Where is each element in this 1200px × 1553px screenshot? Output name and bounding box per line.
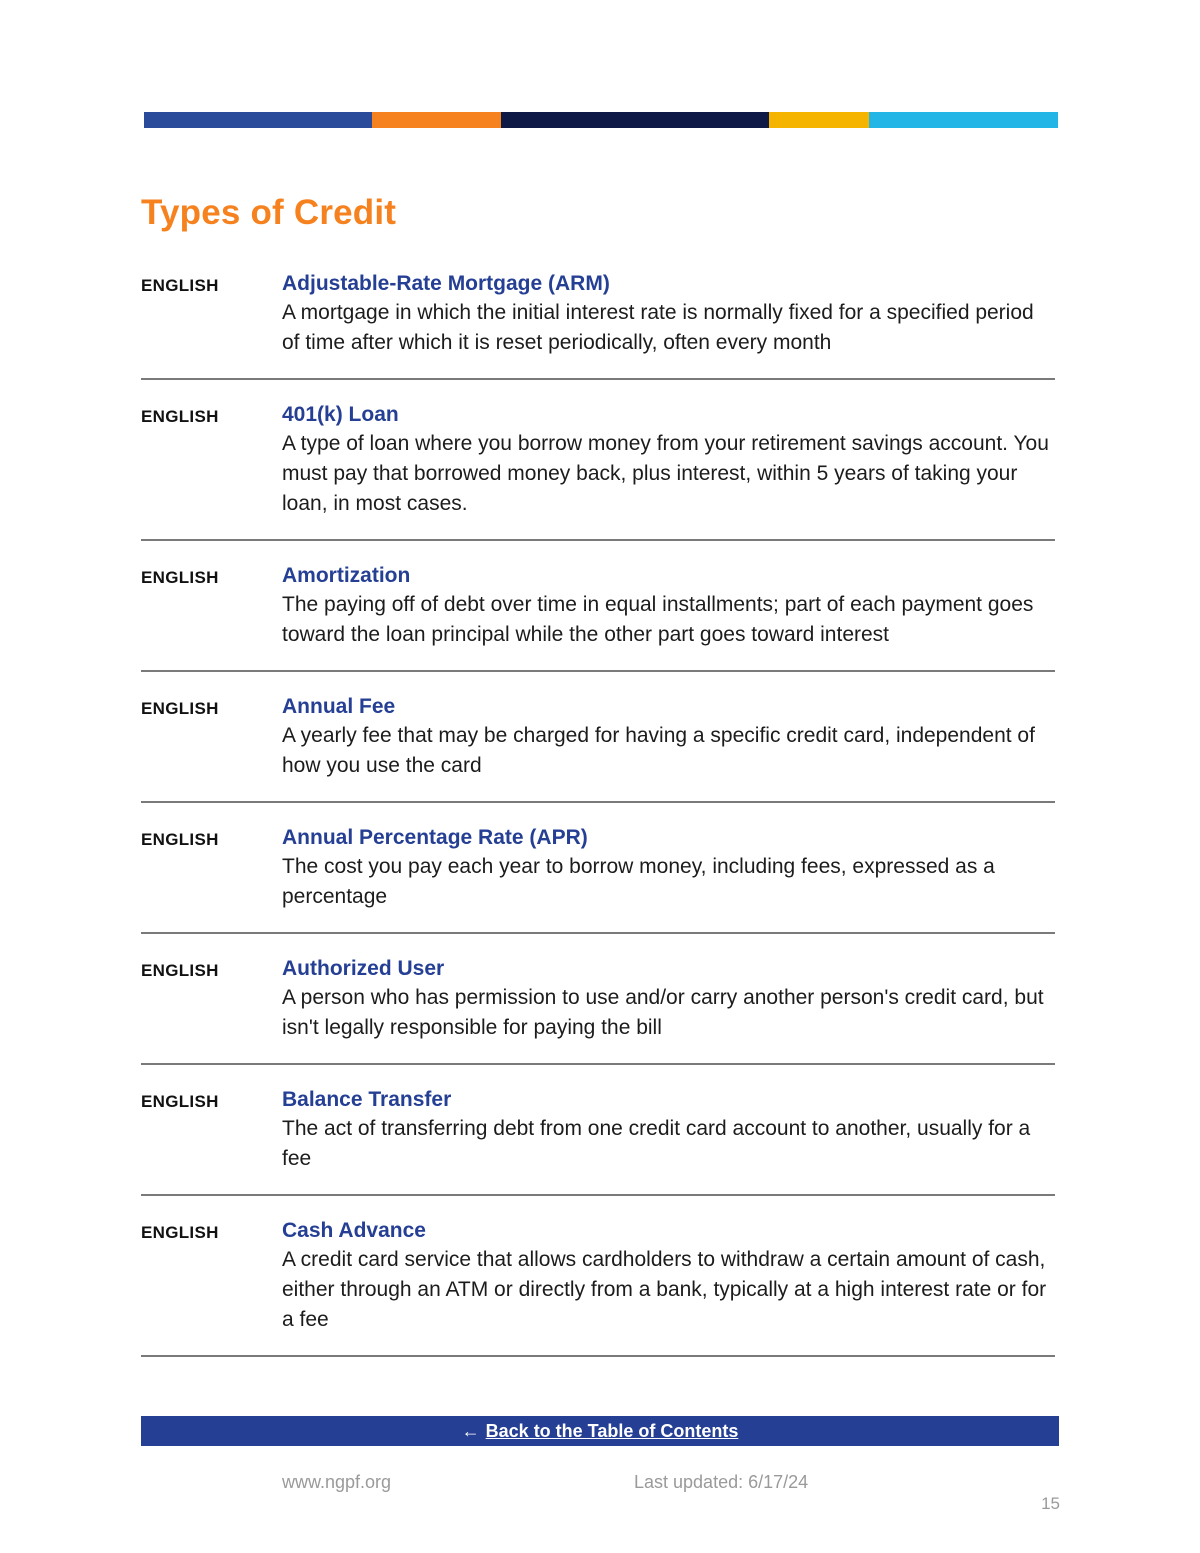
glossary-entry — [141, 266, 1055, 380]
header-color-bar — [144, 112, 1058, 128]
language-label: ENGLISH — [141, 961, 219, 980]
glossary-list — [141, 266, 1055, 1357]
page-number: 15 — [1041, 1494, 1060, 1513]
language-label: ENGLISH — [141, 407, 219, 426]
glossary-term: Balance Transfer — [282, 1088, 452, 1111]
page-title: Types of Credit — [141, 193, 397, 232]
back-to-contents-link[interactable]: Back to the Table of Contents — [485, 1420, 739, 1441]
glossary-definition: The paying off of debt over time in equal installments; part of each payment goes toward the loan principal while the other part goes toward interest — [282, 593, 1034, 646]
language-label: ENGLISH — [141, 276, 219, 295]
language-label: ENGLISH — [141, 1223, 219, 1242]
glossary-entry — [141, 558, 1055, 672]
footer-website: www.ngpf.org — [282, 1472, 392, 1492]
glossary-entry — [141, 951, 1055, 1065]
glossary-term: Amortization — [282, 564, 411, 587]
glossary-definition: A mortgage in which the initial interest rate is normally fixed for a specified period of time after which it is reset periodically, often every month — [282, 301, 1034, 354]
glossary-entry — [141, 1082, 1055, 1196]
language-label: ENGLISH — [141, 699, 219, 718]
glossary-entry — [141, 397, 1055, 541]
color-bar-segment-navy — [501, 112, 769, 128]
language-label: ENGLISH — [141, 568, 219, 587]
glossary-term: Authorized User — [282, 957, 445, 980]
glossary-entry — [141, 689, 1055, 803]
color-bar-segment-yellow — [769, 112, 869, 128]
glossary-definition: A type of loan where you borrow money from your retirement savings account. You must pay that borrowed money back, plus interest, within 5 years of taking your loan, in most cases. — [282, 432, 1049, 515]
language-label: ENGLISH — [141, 830, 219, 849]
glossary-entry — [141, 820, 1055, 934]
glossary-definition: The cost you pay each year to borrow money, including fees, expressed as a percentage — [282, 855, 995, 908]
glossary-term: Adjustable-Rate Mortgage (ARM) — [282, 272, 610, 295]
glossary-term: Annual Fee — [282, 695, 396, 718]
glossary-definition: The act of transferring debt from one credit card account to another, usually for a fee — [282, 1117, 1031, 1170]
color-bar-segment-orange — [372, 112, 501, 128]
glossary-definition: A person who has permission to use and/or carry another person's credit card, but isn't legally responsible for paying the bill — [282, 986, 1044, 1039]
color-bar-segment-blue — [144, 112, 372, 128]
glossary-term: Annual Percentage Rate (APR) — [282, 826, 588, 849]
glossary-definition: A credit card service that allows cardholders to withdraw a certain amount of cash, either through an ATM or directly from a bank, typically at a high interest rate or for a fee — [282, 1248, 1047, 1331]
glossary-definition: A yearly fee that may be charged for having a specific credit card, independent of how you use the card — [282, 724, 1035, 777]
back-arrow-icon: ← — [461, 1420, 480, 1441]
footer-last-updated: Last updated: 6/17/24 — [634, 1472, 809, 1492]
back-to-contents-bar — [141, 1416, 1059, 1446]
glossary-term: Cash Advance — [282, 1219, 426, 1242]
glossary-term: 401(k) Loan — [282, 403, 399, 426]
glossary-entry — [141, 1213, 1055, 1357]
language-label: ENGLISH — [141, 1092, 219, 1111]
color-bar-segment-cyan — [869, 112, 1058, 128]
